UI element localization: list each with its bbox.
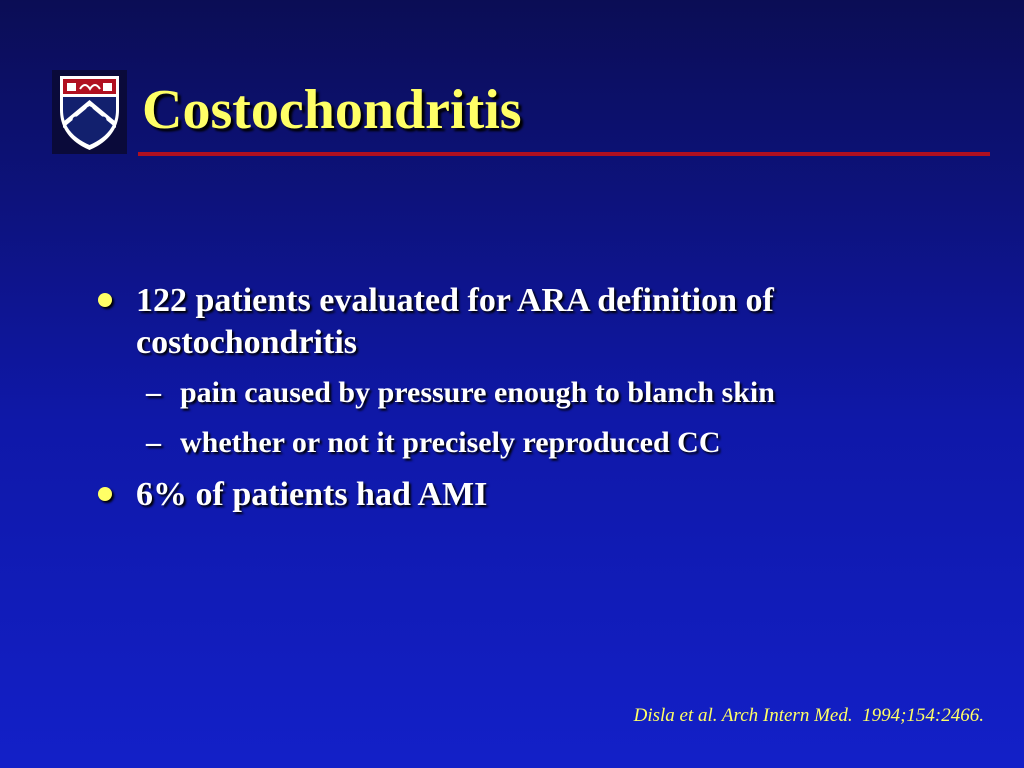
bullet-dot-icon [98,487,112,501]
sub-bullet-item [140,374,966,412]
dash-marker: – [146,426,161,459]
sub-bullet-item [140,424,966,462]
sub-bullet-text: pain caused by pressure enough to blanch skin [180,376,775,409]
dash-marker: – [146,376,161,409]
sub-bullet-text: whether or not it precisely reproduced CC [180,426,721,459]
slide-content [96,280,966,526]
bullet-dot-icon [98,293,112,307]
university-shield-icon [52,70,127,154]
title-divider [138,152,990,156]
bullet-item [96,280,966,364]
bullet-text: 122 patients evaluated for ARA definition of costochondritis [136,282,774,361]
slide-title: Costochondritis [142,79,522,141]
citation: Disla et al. Arch Intern Med. 1994;154:2466. [633,705,984,726]
bullet-item [96,474,966,516]
bullet-text: 6% of patients had AMI [136,476,488,513]
